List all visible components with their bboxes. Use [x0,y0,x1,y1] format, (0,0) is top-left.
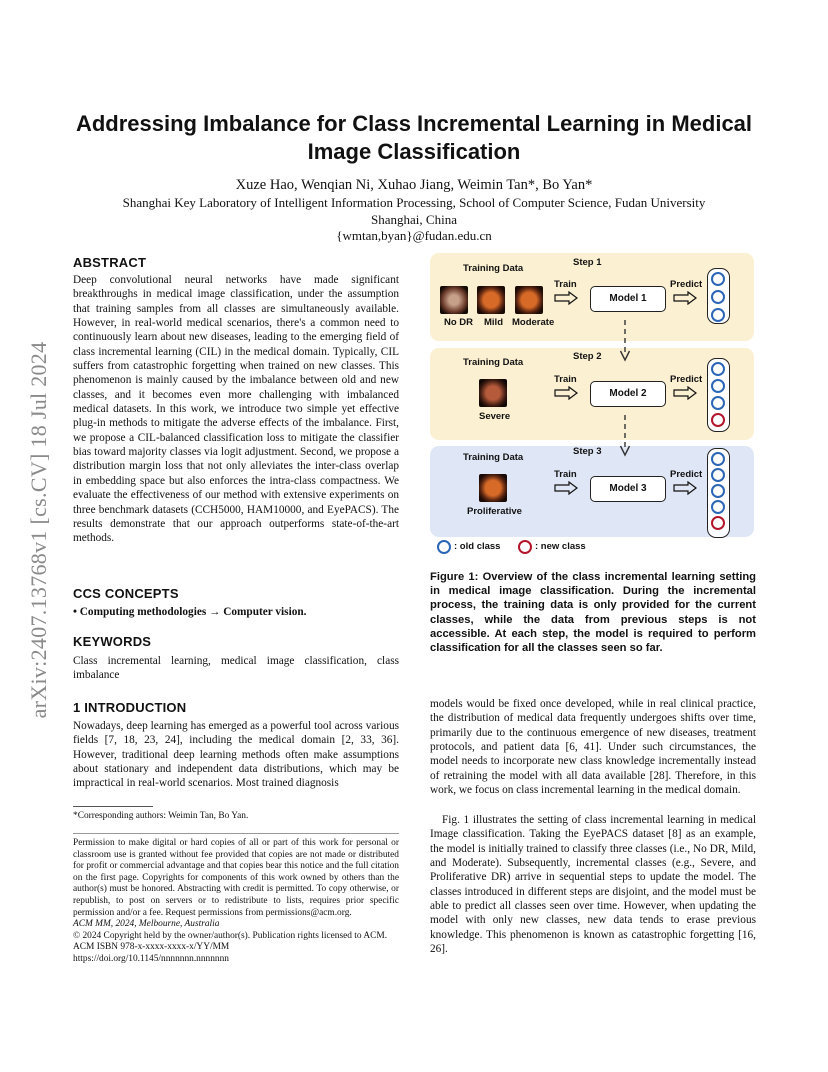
old-class-circle-icon [711,468,725,482]
title-line-2: Image Classification [307,139,521,164]
isbn: ACM ISBN 978-x-xxxx-xxxx-x/YY/MM [73,942,230,953]
venue: ACM MM, 2024, Melbourne, Australia [73,919,220,930]
footnote-rule [73,806,153,807]
intro-para1-left: Nowadays, deep learning has emerged as a powerful tool across various fields [7, 18, 23, 24], including the medical domain [2, 33, 36]. However, traditional deep learning methods often make assumptions about stationary and independent data distributions, which may be impractical in real-world scenarios. Most trained diagnosis [73,720,399,790]
ccs-heading: CCS CONCEPTS [73,586,179,601]
paper-title [40,110,788,166]
authors: Xuze Hao, Wenqian Ni, Xuhao Jiang, Weimin Tan*, Bo Yan* [235,177,593,193]
footnote: *Corresponding authors: Weimin Tan, Bo Yan. [73,811,249,821]
old-class-circle-icon [711,500,725,514]
model-2: Model 2 [590,381,666,407]
class-label-severe: Severe [479,411,511,422]
email: {wmtan,byan}@fudan.edu.cn [336,228,492,243]
permission-rule [73,833,399,834]
step1-predict-label: Predict [670,279,703,290]
step3-label: Step 3 [573,446,602,457]
class-label-nodr: No DR [444,317,474,328]
retina-image-proliferative [479,474,507,502]
retina-image-nodr [440,286,468,314]
step3-train-arrow-icon [554,481,578,495]
step-connector-arrow-icon [619,415,631,457]
figure-1 [430,253,754,565]
model-1: Model 1 [590,286,666,312]
doi: https://doi.org/10.1145/nnnnnnn.nnnnnnn [73,953,229,964]
step3-predict-arrow-icon [673,481,697,495]
legend-old-class-label: : old class [454,541,501,552]
title-line-1: Addressing Imbalance for Class Incremental Learning in Medical [75,111,753,136]
arxiv-id: arXiv:2407.13768v1 [cs.CV] 18 Jul 2024 [26,341,51,719]
old-class-circle-icon [711,396,725,410]
class-label-proliferative: Proliferative [467,506,522,517]
figure-caption: Figure 1: Overview of the class incremental learning setting in medical image classification. During the incremental process, the training data is only provided for the current classes, while the data from previous steps is not accessible. At each step, the model is required to perform classification for all the classes seen so far. [430,571,756,655]
old-class-circle-icon [711,484,725,498]
abstract-heading: ABSTRACT [73,255,147,270]
step2-train-label: Train [554,374,577,385]
legend-old-class-icon [437,540,451,554]
step3-training-label: Training Data [463,452,524,463]
old-class-circle-icon [711,272,725,286]
affiliation-line-2: Shanghai, China [371,211,457,227]
retina-image-mild [477,286,505,314]
legend-new-class-icon [518,540,532,554]
copyright: © 2024 Copyright held by the owner/author(s). Publication rights licensed to ACM. [73,930,388,941]
affiliation [40,195,788,245]
step1-training-label: Training Data [463,263,524,274]
permission-text: Permission to make digital or hard copies of all or part of this work for personal or classroom use is granted without fee provided that copies are not made or distributed for profit or commercial advantage and that copies bear this notice and the full citation on the first page. Copyrights for components of this work owned by others than the author(s) must be honored. Abstracting with credit is permitted. To copy otherwise, or republish, to post on servers or to redistribute to lists, requires prior specific permission and/or a fee. Request permissions from permissions@acm.org. [73,838,399,918]
step3-predict-label: Predict [670,469,703,480]
step2-label: Step 2 [573,351,602,362]
step-connector-arrow-icon [619,320,631,362]
abstract-text: Deep convolutional neural networks have made significant breakthroughs in medical image classification, under the assumption that training samples from all classes are simultaneously available. However, in real-world medical scenarios, there's a common need to continuously learn about new diseases, leading to the emerging field of class incremental learning (CIL) in the medical domain. Typically, CIL suffers from catastrophic forgetting when trained on new classes. This phenomenon is mainly caused by the imbalance between old and new classes, and it becomes even more challenging with imbalanced medical datasets. In this work, we introduce two simple yet effective plug-in methods to mitigate the adverse effects of the imbalance. First, we propose a CIL-balanced classification loss to mitigate the classifier bias toward majority classes via logit adjustment. Second, we propose a distribution margin loss that not only alleviates the inter-class overlap in embedding space but also enforces the intra-class compactness. We evaluate the effectiveness of our method with extensive experiments on three benchmark datasets (CCH5000, HAM10000, and EyePACS). The results demonstrate that our approach outperforms state-of-the-art methods. [73,274,399,545]
intro-para2: Fig. 1 illustrates the setting of class incremental learning in medical Image classification. Taking the EyePACS dataset [8] as an example, the model is initially trained to classify three classes (i.e., No DR, Mild, and Moderate). Subsequently, incremental classes (e.g., Severe, and Proliferative DR) arrive in sequential steps to update the model. The classes introduced in different steps are disjoint, and the model must be able to predict all classes seen over time. However, when updating the model with only new classes, new data tends to erase previous knowledge. This phenomenon is known as catastrophic forgetting [16, 26]. [430,814,756,956]
class-label-moderate: Moderate [512,317,555,328]
step1-predict-arrow-icon [673,291,697,305]
ccs-item: • Computing methodologies → Computer vision. [73,606,307,618]
intro-heading: 1 INTRODUCTION [73,700,187,715]
step2-predict-arrow-icon [673,386,697,400]
step1-train-arrow-icon [554,291,578,305]
retina-image-moderate [515,286,543,314]
step2-predict-label: Predict [670,374,703,385]
intro-para1-right: models would be fixed once developed, while in real clinical practice, the distribution of medical data frequently undergoes shifts over time, primarily due to the continuous emergence of new diseases, treatment protocols, and patient data [6, 41]. Under such circumstances, the model needs to incorporate new class knowledge incrementally instead of retraining the model with all data available [28]. Therefore, in this work, we focus on class incremental learning in the medical domain. [430,698,756,797]
step2-training-label: Training Data [463,357,524,368]
step1-label: Step 1 [573,257,602,268]
model-3: Model 3 [590,476,666,502]
affiliation-line-1: Shanghai Key Laboratory of Intelligent Information Processing, School of Computer Science, Fudan University [122,195,706,210]
legend-new-class-label: : new class [535,541,586,552]
step3-train-label: Train [554,469,577,480]
old-class-circle-icon [711,452,725,466]
old-class-circle-icon [711,290,725,304]
keywords-heading: KEYWORDS [73,634,152,649]
old-class-circle-icon [711,362,725,376]
old-class-circle-icon [711,308,725,322]
arxiv-sidebar [24,290,54,770]
step2-train-arrow-icon [554,386,578,400]
new-class-circle-icon [711,413,725,427]
retina-image-severe [479,379,507,407]
keywords-text: Class incremental learning, medical image classification, class imbalance [73,655,399,682]
old-class-circle-icon [711,379,725,393]
step1-train-label: Train [554,279,577,290]
permission-block [73,838,399,966]
class-label-mild: Mild [484,317,503,328]
new-class-circle-icon [711,516,725,530]
